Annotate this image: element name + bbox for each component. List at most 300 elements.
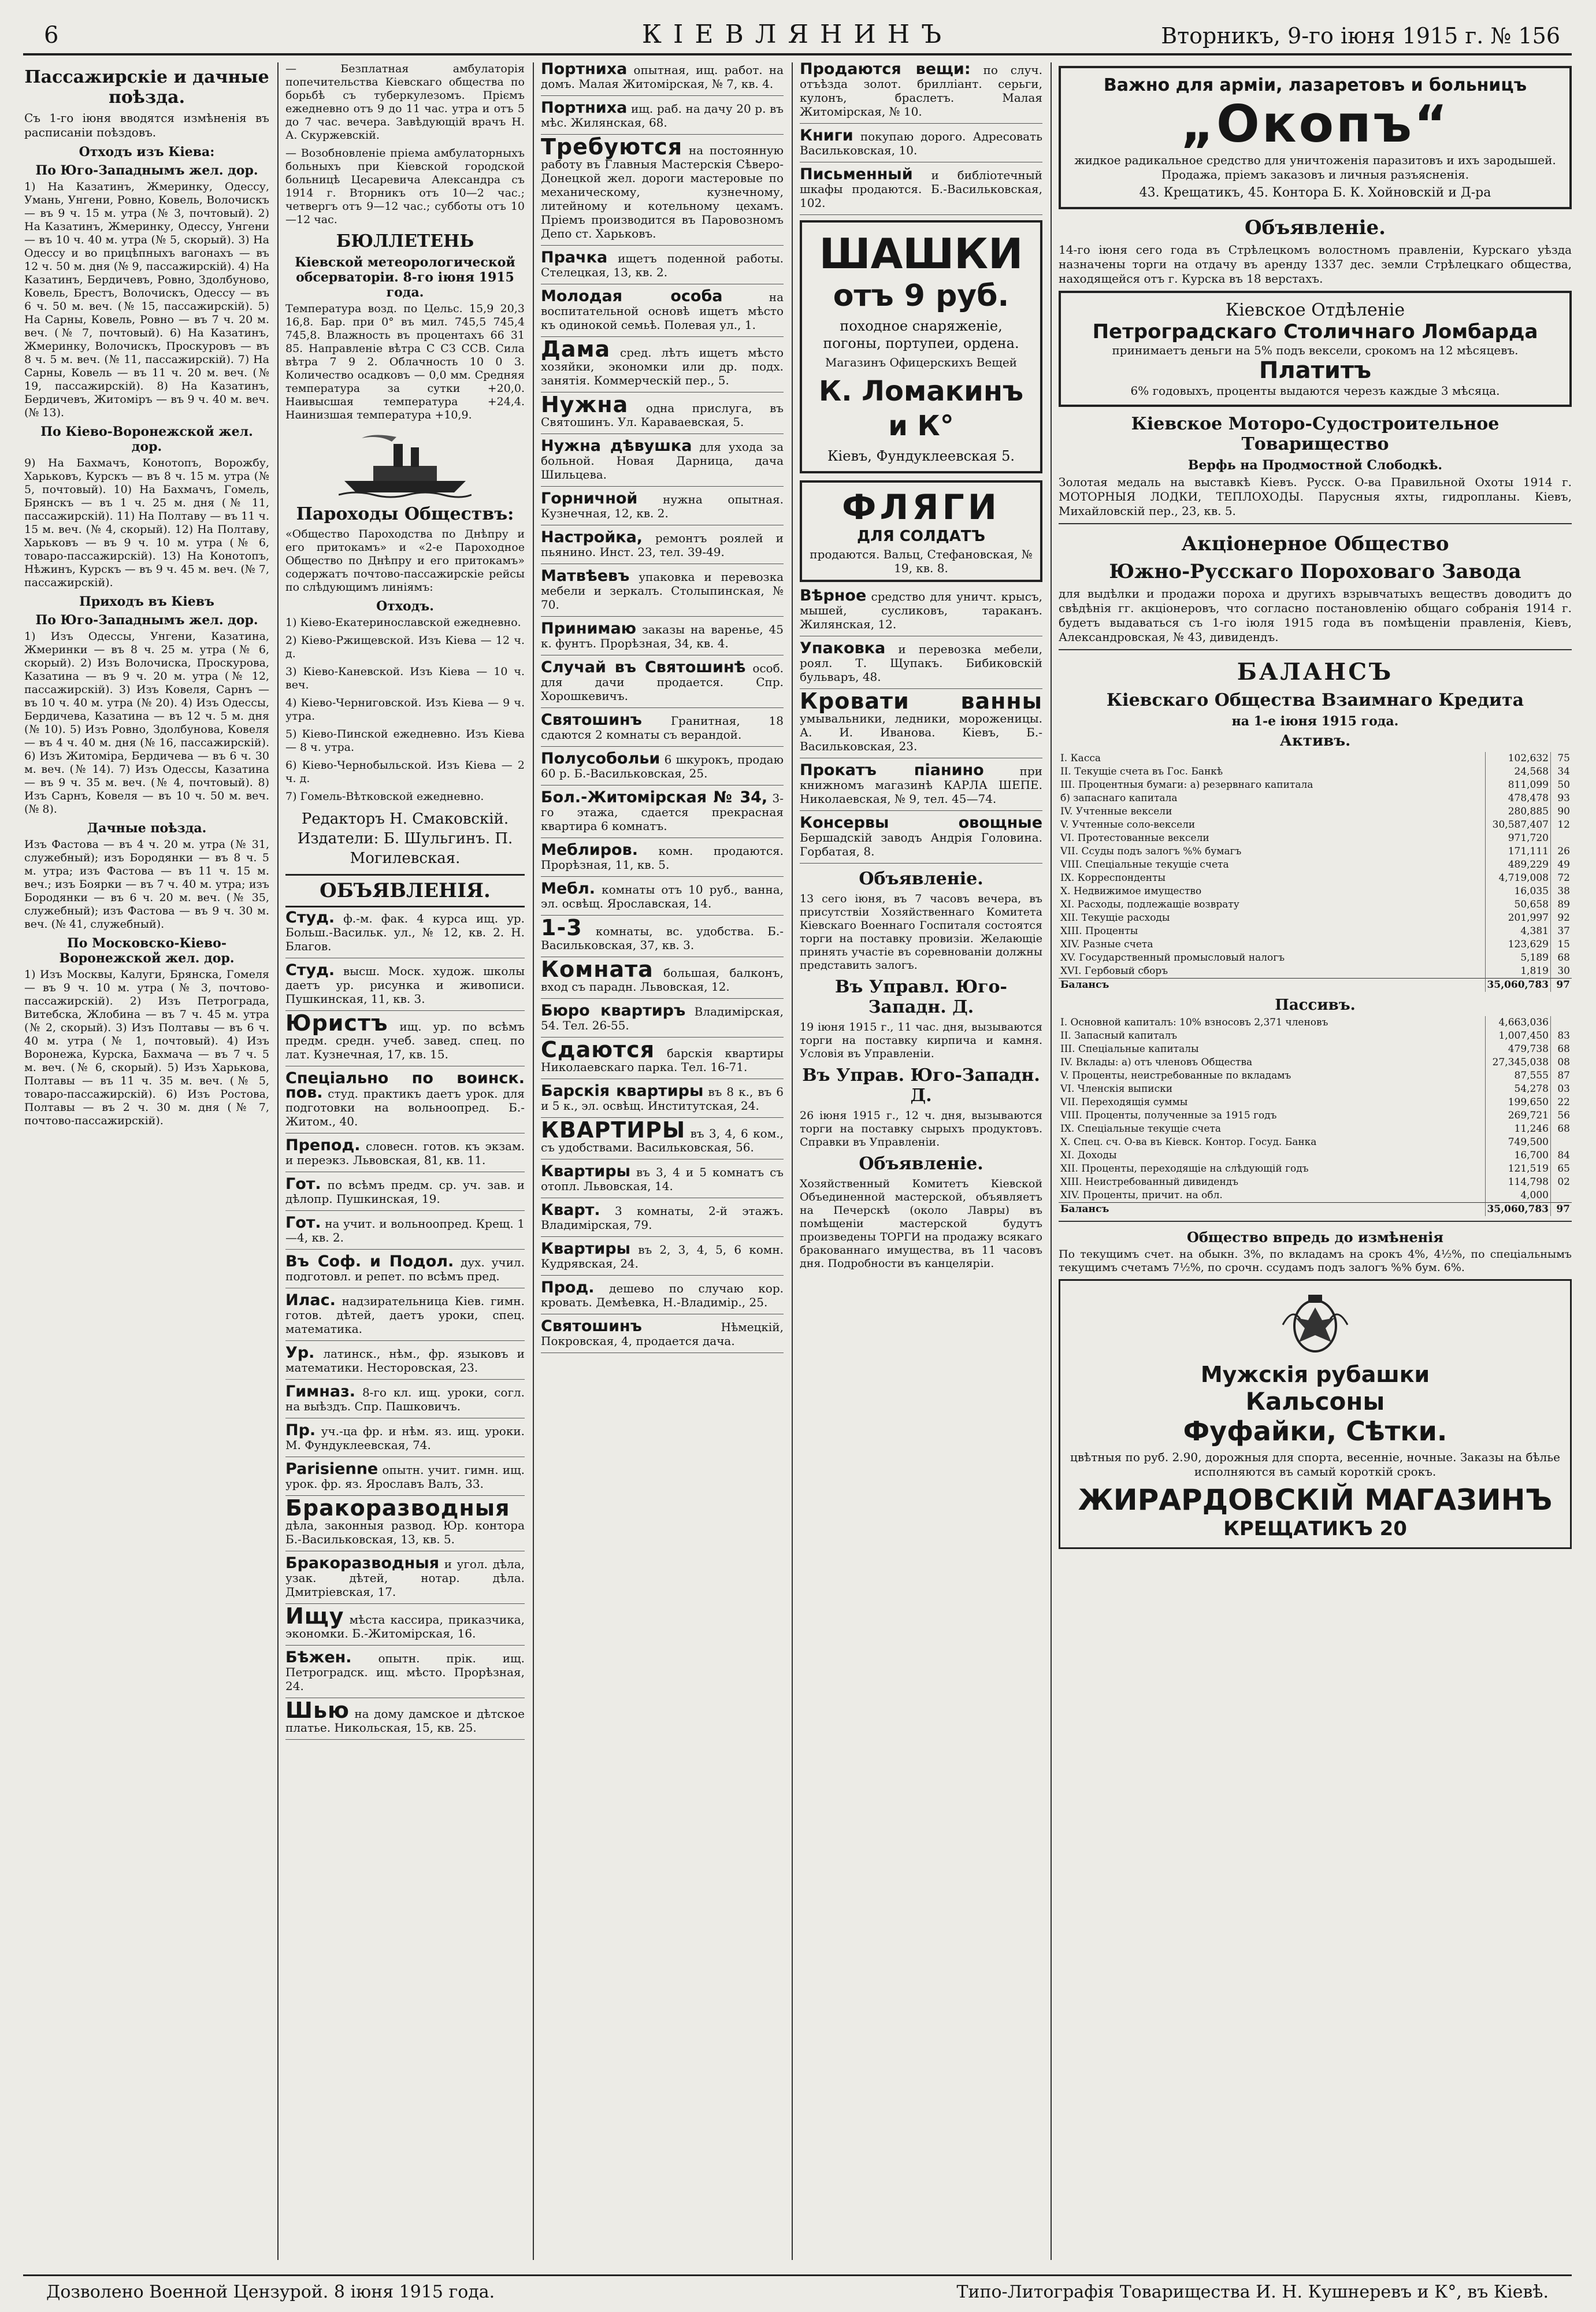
ad-keyword: Спеціально по воинск. пов. (285, 1069, 525, 1102)
ad-keyword: Ищу (285, 1603, 344, 1629)
notice-title: Объявленіе. (1245, 216, 1386, 239)
classified-ad (541, 1203, 784, 1237)
balance-rubles: 27,345,038 (1485, 1056, 1550, 1069)
balance-kopecks: 50 (1551, 779, 1572, 792)
ad-keyword: Юристъ (285, 1010, 388, 1036)
shirts-line2: Кальсоны (1245, 1387, 1385, 1416)
balance-kopecks: 08 (1551, 1056, 1572, 1069)
balance-rubles: 171,111 (1485, 845, 1550, 858)
balance-rubles: 4,000 (1485, 1189, 1550, 1203)
balance-item: XI. Доходы (1060, 1150, 1117, 1161)
schedule-text: 1) Изъ Москвы, Калуги, Брянска, Гомеля — въ 9 ч. 10 м. утра (№ 3, почтово-пассажирскій). 2) Изъ Петрограда, Витебска, Жлобина — въ 7 ч. 45 м. утра (№ 2, скорый). 3) Изъ Полтавы — въ 6 ч. 40 м. утра (№ 1, почтовый). 4) Изъ Воронежа, Курска, Бахмача — въ 7 ч. 5 м. веч. (№ 6, скорый). 5) Изъ Харькова, Полтавы — въ 11 ч. 35 м. веч. (№ 5, товаро-пассажирскій). 6) Изъ Ростова, Полтавы — въ 2 ч. 30 м. дня (№ 7, почтово-пассажирскій). (24, 968, 269, 1127)
notice-text: 14-го іюня сего года въ Стрѣлецкомъ волостномъ правленіи, Курскаго уѣзда назначены торги на отдачу въ аренду 1337 дес. земли Стрѣлецкаго общества, находящейся отъ г. Курска въ 18 верстахъ. (1059, 243, 1572, 286)
classified-ad (285, 1346, 525, 1380)
column-rule (792, 62, 793, 2260)
ad-keyword: Нужна дѣвушка (541, 437, 692, 455)
ad-text: и библіотечный шкафы продаются. Б.-Васильковская, 102. (800, 168, 1042, 210)
balance-row (1059, 1016, 1572, 1029)
balance-kopecks: 72 (1551, 872, 1572, 885)
classified-ad (541, 287, 784, 337)
ad-keyword: Илас. (285, 1291, 336, 1309)
schedule-text: 9) На Бахмачъ, Конотопъ, Ворожбу, Харьковъ, Курскъ — въ 8 ч. 15 м. утра (№ 5, почтовый). 10) На Бахмачъ, Гомель, Брянскъ — въ 1 ч. 25 м. дня (№ 11, пассажирскій). 11) На Полтаву — въ 11 ч. 15 м. веч. (№ 4, скорый). 12) На Полтаву, Харьковъ — въ 9 ч. 10 м. утра (№ 6, товаро-пассажирскій). 13) На Конотопъ, Нѣжинъ, Курскъ — въ 9 ч. 45 м. веч. (№ 7, пассажирскій). (24, 457, 269, 589)
passiv-table (1059, 1016, 1572, 1216)
balance-row (1059, 938, 1572, 951)
notice-title: Объявленіе. (859, 869, 983, 889)
balance-kopecks: 68 (1551, 1122, 1572, 1136)
ad-keyword: 1-3 (541, 915, 582, 940)
classified-ad (541, 1037, 784, 1079)
okop-headline: Важно для арміи, лазаретовъ и больницъ (1103, 75, 1527, 95)
notice-text: 13 сего іюня, въ 7 часовъ вечера, въ присутствіи Хозяйственнаго Комитета Кіевскаго Военнаго Госпиталя состоятся торги на поставку провизіи. Желающіе принять участіе въ соревнованіи должны представить залогъ. (800, 892, 1042, 972)
balance-row (1059, 779, 1572, 792)
subsection-title: Дачные поѣзда. (87, 821, 207, 836)
balance-item: X. Спец. сч. О-ва въ Кіевск. Контор. Госуд. Банка (1060, 1136, 1317, 1148)
balance-item: V. Учтенные соло-вексели (1060, 819, 1196, 831)
powder-ad (1059, 523, 1572, 644)
ad-text: въ 3, 4 и 5 комнатъ съ отопл. Львовская, 14. (541, 1165, 784, 1193)
notice-title: Въ Управл. Юго-Западн. Д. (835, 977, 1007, 1017)
classified-ad (541, 788, 784, 838)
classified-ad (285, 911, 525, 958)
balance-rubles: 4,663,036 (1485, 1016, 1550, 1029)
ad-keyword: Сдаются (541, 1037, 655, 1062)
ads-section-title: ОБЪЯВЛЕНІЯ. (285, 874, 525, 907)
ad-text: большая, балконъ, вход съ парадн. Львовская, 12. (541, 966, 784, 994)
ad-text: на воспитательной основѣ ищетъ мѣсто къ одинокой семьѣ. Полевая ул., 1. (541, 290, 784, 332)
censor-note: Дозволено Военной Цензурой. 8 іюня 1915 года. (46, 2282, 495, 2302)
ad-text: для ухода за больной. Новая Дарница, дача Шильцева. (541, 440, 784, 481)
classified-ad (541, 882, 784, 916)
subsection-title: По Юго-Западнымъ жел. дор. (35, 163, 258, 178)
balance-rubles: 201,997 (1485, 912, 1550, 925)
subsection-title: По Кіево-Воронежской жел. дор. (40, 424, 253, 454)
balance-kopecks: 65 (1551, 1162, 1572, 1176)
ad-text: при книжномъ магазинѣ КАРЛА ШЕПЕ. Николаевская, № 9, тел. 45—74. (800, 764, 1042, 806)
balance-row (1059, 1096, 1572, 1109)
balance-item: III. Процентныя бумаги: а) резервнаго капитала (1060, 779, 1313, 791)
ad-keyword: Бюро квартиръ (541, 1002, 686, 1020)
rates-text: По текущимъ счет. на обыкн. 3%, по вкладамъ на срокъ 4%, 4½%, по спеціальнымъ текущимъ счетамъ 7½%, по срочн. ссудамъ подъ залогъ %% бум. 6%. (1059, 1248, 1572, 1274)
balance-item: V. Проценты, неистребованные по вкладамъ (1060, 1070, 1291, 1081)
balance-item: XII. Текущіе расходы (1060, 912, 1170, 924)
passiv-label: Пассивъ. (1275, 996, 1356, 1014)
ad-text: Бершадскій заводъ Андрія Головина. Горбатая, 8. (800, 831, 1042, 858)
lombard-line: Кіевское Отдѣленіе (1225, 300, 1405, 320)
ad-text: нужна опытная. Кузнечная, 12, кв. 2. (541, 492, 784, 520)
notice-text: Хозяйственный Комитетъ Кіевской Объединенной мастерской, объявляетъ на Печерскѣ (около Лавры) въ помѣщеніи мастерской будутъ произведены ТОРГИ на продажу всякаго бракованнаго имущества, въ 11 часовъ дня. Подробности въ канцеляріи. (800, 1177, 1042, 1270)
aktiv-table (1059, 752, 1572, 992)
ad-keyword: Горничной (541, 490, 638, 507)
classified-ad (285, 1385, 525, 1418)
classified-ad (285, 961, 525, 1011)
balance-kopecks: 26 (1551, 845, 1572, 858)
classified-ad (285, 1010, 525, 1066)
balance-row (1059, 1043, 1572, 1056)
notice-title: Въ Управ. Юго-Западн. Д. (802, 1065, 1040, 1106)
classified-ad (285, 1255, 525, 1288)
ad-text: заказы на варенье, 45 к. фунтъ. Прорѣзная, 34, кв. 4. (541, 623, 784, 650)
balance-kopecks: 49 (1551, 858, 1572, 872)
ad-keyword: Прокатъ піанино (800, 761, 984, 779)
balance-rubles: 11,246 (1485, 1122, 1550, 1136)
ad-keyword: Нужна (541, 392, 629, 417)
ad-text: дух. учил. подготовл. и репет. по всѣмъ пред. (285, 1255, 525, 1283)
ad-text: 8-го кл. ищ. уроки, согл. на выѣздъ. Спр. Пашковичъ. (285, 1385, 525, 1413)
balance-rubles: 811,099 (1485, 779, 1550, 792)
editor-block (285, 809, 525, 868)
classified-ad (541, 392, 784, 434)
ad-text: опытн. прік. ищ. Петроградск. ищ. мѣсто. Прорѣзная, 24. (285, 1651, 525, 1693)
classified-ad (285, 1421, 525, 1457)
balance-row (1059, 832, 1572, 845)
classified-ad (800, 62, 1042, 124)
ad-keyword: Квартиры (541, 1240, 631, 1258)
classified-ad (541, 439, 784, 487)
balance-subtitle: Кіевскаго Общества Взаимнаго Кредита (1106, 690, 1524, 710)
ad-keyword: Шью (285, 1698, 350, 1723)
ad-keyword: Гот. (285, 1175, 321, 1193)
balance-item: I. Касса (1060, 753, 1101, 764)
balance-row (1059, 965, 1572, 979)
column-display-ads (800, 62, 1042, 2260)
powder-company-name: Южно-Русскаго Пороховаго Завода (1109, 560, 1521, 583)
ad-keyword: Портниха (541, 99, 628, 117)
ad-text: высш. Моск. худож. школы даетъ ур. рисунка и живописи. Пушкинская, 11, кв. 3. (285, 964, 525, 1006)
lombard-text: принимаетъ деньги на 5% подъ вексели, срокомъ на 12 мѣсяцевъ. (1112, 343, 1519, 357)
balance-kopecks: 75 (1551, 752, 1572, 765)
shop-address: КРЕЩАТИКЪ 20 (1223, 1517, 1407, 1540)
publisher-label: Издатели: (297, 830, 379, 847)
steamship-subtitle: «Общество Пароходства по Днѣпру и его притокамъ» и «2-е Пароходное Общество по Днѣпру и его притокамъ» содержатъ почтово-пассажирскіе рейсы по слѣдующимъ линіямъ: (285, 528, 525, 594)
balance-kopecks: 03 (1551, 1083, 1572, 1096)
balance-row (1059, 752, 1572, 765)
notice-text: — Возобновленіе пріема амбулаторныхъ больныхъ при Кіевской городской больницѣ Цесаревича Александра съ 1914 г. Вторникъ отъ 10—2 час.; четвергъ отъ 9—12 час.; субботы отъ 10—12 час. (285, 147, 525, 226)
notice-title: Объявленіе. (859, 1154, 983, 1174)
balance-item: II. Запасный капиталъ (1060, 1030, 1178, 1042)
balance-item: XV. Государственный промысловый налогъ (1060, 952, 1285, 964)
balance-item: VI. Протестованные вексели (1060, 832, 1209, 844)
sabres-ad-box (800, 220, 1042, 473)
ad-keyword: Принимаю (541, 620, 636, 638)
classified-ad (541, 957, 784, 999)
balance-total-cell: 35,060,783 (1485, 1203, 1550, 1217)
classified-ad (285, 1648, 525, 1698)
classified-ad (800, 165, 1042, 215)
balance-kopecks: 83 (1551, 1029, 1572, 1043)
ad-text: опытная, ищ. работ. на домъ. Малая Житомірская, № 7, кв. 4. (541, 63, 784, 91)
ad-keyword: Требуются (541, 134, 683, 160)
shop-name: ЖИРАРДОВСКІЙ МАГАЗИНЪ (1078, 1483, 1553, 1517)
balance-kopecks: 22 (1551, 1096, 1572, 1109)
lombard-name: Петроградскаго Столичнаго Ломбарда (1092, 320, 1538, 343)
balance-date: на 1-е іюня 1915 года. (1231, 714, 1399, 729)
balance-kopecks: 37 (1551, 925, 1572, 938)
editor-label: Редакторъ (301, 810, 385, 828)
balance-item: IV. Учтенные вексели (1060, 806, 1172, 817)
classified-ad (541, 658, 784, 708)
classified-ad (541, 528, 784, 564)
ad-text: по случ. отъѣзда золот. брилліант. серьги, кулонъ, браслетъ. Малая Житомірская, № 10. (800, 63, 1042, 118)
ad-keyword: Случай въ Святошинѣ (541, 658, 746, 676)
ad-text: средство для уничт. крысъ, мышей, сусликовъ, тараканъ. Жилянская, 12. (800, 590, 1042, 631)
ad-text: особ. для дачи продается. Спр. Хорошкевичъ. (541, 661, 784, 703)
classified-ad (541, 101, 784, 135)
ad-keyword: Бракоразводныя (285, 1495, 510, 1521)
balance-row (1059, 845, 1572, 858)
subsection-title: Отходъ изъ Кіева: (79, 144, 215, 160)
balance-rubles: 478,478 (1485, 792, 1550, 805)
balance-rubles: 971,720 (1485, 832, 1550, 845)
ad-text: Гранитная, 18 сдаются 2 комнаты съ верандой. (541, 714, 784, 742)
balance-row (1059, 925, 1572, 938)
schedule-text: Изъ Фастова — въ 4 ч. 20 м. утра (№ 31, служебный); изъ Бородянки — въ 8 ч. 5 м. утра; изъ Фастова — въ 11 ч. 15 м. веч.; изъ Боярки — въ 7 ч. 40 м. утра; изъ Бородянки — въ 6 ч. 20 м. веч. (№ 35, служебный); изъ Фастова — въ 9 ч. 30 м. веч. (№ 41, служебный). (24, 838, 269, 931)
ad-keyword: Пр. (285, 1421, 316, 1439)
classified-ad (800, 129, 1042, 162)
classified-ad (285, 1554, 525, 1604)
balance-rubles: 280,885 (1485, 805, 1550, 818)
ad-keyword: Бракоразводныя (285, 1554, 440, 1572)
steamship-title: Пароходы Обществъ: (296, 504, 514, 524)
classified-ad (541, 752, 784, 786)
ad-keyword: Полусобольи (541, 750, 660, 768)
balance-rubles: 479,738 (1485, 1043, 1550, 1056)
classified-ad (285, 1136, 525, 1172)
balance-rubles: 4,381 (1485, 925, 1550, 938)
ad-text: по всѣмъ предм. ср. уч. зав. и дѣлопр. Пушкинская, 19. (285, 1178, 525, 1206)
ad-text: мѣста кассира, приказчика, экономки. Б.-Житомірская, 16. (285, 1613, 525, 1640)
ad-keyword: Parisienne (285, 1460, 378, 1478)
classified-ad (541, 1281, 784, 1314)
balance-kopecks (1551, 1136, 1572, 1149)
subsection-title: По Юго-Западнымъ жел. дор. (35, 613, 258, 628)
ad-keyword: Портниха (541, 62, 628, 78)
ad-text: опытн. учит. гимн. ищ. урок. фр. яз. Ярославъ Валъ, 33. (285, 1463, 525, 1491)
balance-rubles: 5,189 (1485, 951, 1550, 965)
balance-rubles: 54,278 (1485, 1083, 1550, 1096)
ad-text: въ 3, 4, 6 ком., съ удобствами. Васильковская, 56. (541, 1127, 784, 1154)
balance-item: б) запаснаго капитала (1060, 792, 1178, 804)
ad-text: на учит. и вольноопред. Крещ. 1—4, кв. 2. (285, 1217, 525, 1244)
ad-keyword: Прод. (541, 1279, 595, 1296)
balance-kopecks: 90 (1551, 805, 1572, 818)
publisher-names: Б. Шульгинъ. П. Могилевская. (350, 830, 513, 867)
motor-subtitle: Верфь на Продмостной Слободкѣ. (1187, 458, 1443, 473)
ad-keyword: Святошинъ (541, 711, 642, 729)
notice-text: 19 іюня 1915 г., 11 час. дня, вызываются торги на поставку кирпича и камня. Условія въ Управленіи. (800, 1021, 1042, 1060)
balance-kopecks: 87 (1551, 1069, 1572, 1083)
lombard-rate: 6% годовыхъ, проценты выдаются черезъ каждые 3 мѣсяца. (1130, 384, 1500, 398)
column-rule (1051, 62, 1052, 2260)
balance-kopecks (1551, 1189, 1572, 1203)
balance-kopecks: 89 (1551, 898, 1572, 912)
steamship-line: 5) Кіево-Пинской ежедневно. Изъ Кіева — 8 ч. утра. (285, 728, 525, 754)
balance-item: VI. Членскія выписки (1060, 1083, 1173, 1095)
section-title: Пассажирскіе и дачные поѣзда. (24, 67, 269, 108)
ad-keyword: Бол.-Житомірская № 34, (541, 788, 768, 806)
ad-keyword: Святошинъ (541, 1317, 642, 1335)
ad-keyword: Студ. (285, 909, 335, 927)
classified-ad (800, 639, 1042, 689)
flasks-title: ФЛЯГИ (842, 487, 1000, 528)
balance-row (1059, 1056, 1572, 1069)
ad-keyword: Ур. (285, 1344, 315, 1362)
classified-ad (541, 1162, 784, 1198)
page-header (23, 13, 1572, 55)
ad-text: уч.-ца фр. и нѣм. яз. ищ. уроки. М. Фундуклеевская, 74. (285, 1424, 525, 1452)
ad-keyword: Консервы овощные (800, 814, 1042, 832)
balance-item: XIII. Проценты (1060, 925, 1138, 937)
sabres-text: походное снаряженіе, погоны, портупеи, ордена. (823, 318, 1019, 351)
classified-ad (541, 1084, 784, 1118)
balance-item: XIV. Разные счета (1060, 939, 1153, 950)
column-rule (533, 62, 534, 2260)
sabres-shop-name: К. Ломакинъ и К° (818, 375, 1024, 442)
ad-keyword: Гимназ. (285, 1383, 356, 1400)
okop-name: „Окопъ“ (1181, 94, 1450, 154)
classified-ad (800, 761, 1042, 811)
balance-item: VII. Переходящія суммы (1060, 1096, 1188, 1108)
balance-row (1059, 1136, 1572, 1149)
aktiv-label: Активъ. (1279, 732, 1351, 750)
column-rule (277, 62, 279, 2260)
classified-ad (285, 1698, 525, 1740)
editor-name: Н. Смаковскій. (389, 810, 509, 828)
classified-ad (541, 134, 784, 246)
ad-keyword: Дама (541, 336, 611, 362)
ad-text: упаковка и перевозка мебели и зеркалъ. Столыпинская, № 70. (541, 570, 784, 612)
classified-ad (541, 492, 784, 525)
balance-item: III. Спеціальные капиталы (1060, 1043, 1199, 1055)
balance-row (1059, 858, 1572, 872)
balance-rubles: 16,700 (1485, 1149, 1550, 1162)
balance-item: X. Недвижимое имущество (1060, 885, 1202, 897)
balance-item: IX. Спеціальные текущіе счета (1060, 1123, 1222, 1135)
subsection-title: По Московско-Кіево-Воронежской жел. дор. (59, 936, 235, 966)
balance-kopecks: 68 (1551, 1043, 1572, 1056)
balance-rubles: 102,632 (1485, 752, 1550, 765)
balance-rubles: 269,721 (1485, 1109, 1550, 1122)
balance-row (1059, 1083, 1572, 1096)
page-footer (23, 2274, 1572, 2305)
ad-keyword: КВАРТИРЫ (541, 1117, 686, 1143)
printer-note: Типо-Литографія Товарищества И. Н. Кушнеревъ и К°, въ Кіевѣ. (956, 2282, 1549, 2302)
balance-rubles: 16,035 (1485, 885, 1550, 898)
balance-total-cell: Балансъ (1059, 979, 1485, 992)
ad-text: Нѣмецкій, Покровская, 4, продается дача. (541, 1320, 784, 1348)
balance-row (1059, 885, 1572, 898)
ad-text: комн. продаются. Прорѣзная, 11, кв. 5. (541, 844, 784, 872)
classified-ad (541, 1242, 784, 1276)
balance-rubles: 114,798 (1485, 1176, 1550, 1189)
ad-text: словесн. готов. къ экзам. и переэкз. Львовская, 81, кв. 11. (285, 1139, 525, 1167)
ad-keyword: Студ. (285, 961, 335, 979)
ad-keyword: Барскія квартиры (541, 1082, 704, 1100)
balance-rubles: 30,587,407 (1485, 818, 1550, 832)
schedule-text: 1) Изъ Одессы, Унгени, Казатина, Жмеринки — въ 8 ч. 25 м. утра (№ 6, скорый). 2) Изъ Волочиска, Проскурова, Казатина — въ 9 ч. 20 м. утра (№ 12, пассажирскій). 3) Изъ Ковеля, Сарнъ — въ 10 ч. 40 м. утра (№ 20). 4) Изъ Одессы, Бердичева, Казатина — въ 12 ч. 5 м. дня (№ 10). 5) Изъ Ровно, Здолбунова, Ковеля — въ 4 ч. 40 м. дня (№ 16, пассажирскій). 6) Изъ Житоміра, Бердичева — въ 6 ч. 30 м. веч. (№ 14). 7) Изъ Одессы, Казатина — въ 9 ч. 35 м. веч. (№ 4, почтовый). 8) Изъ Сарнъ, Ковеля — въ 10 ч. 50 м. веч. (№ 8). (24, 630, 269, 816)
ad-text: и угол. дѣла, узак. дѣтей, нотар. дѣла. Дмитріевская, 17. (285, 1557, 525, 1599)
steamship-line: 4) Кіево-Черниговской. Изъ Кіева — 9 ч. утра. (285, 696, 525, 722)
balance-rubles: 1,819 (1485, 965, 1550, 979)
notice-text: — Безплатная амбулаторія попечительства Кіевскаго общества по борьбѣ съ туберкулезомъ. Пріємъ ежедневно отъ 9 до 11 час. утра и отъ 5 до 7 час. вечера. Завѣдующій врачъ Н. А. Скуржевскій. (285, 62, 525, 142)
balance-total-cell: 97 (1551, 1203, 1572, 1217)
classified-ad (541, 713, 784, 747)
balance-kopecks: 34 (1551, 765, 1572, 779)
classified-ad (800, 589, 1042, 636)
ad-text: на дому дамское и дѣтское платье. Никольская, 15, кв. 25. (285, 1707, 525, 1735)
balance-kopecks: 30 (1551, 965, 1572, 979)
balance-item: XI. Расходы, подлежащіе возврату (1060, 899, 1239, 910)
classified-ad (285, 1069, 525, 1133)
balance-total-cell: 97 (1551, 979, 1572, 992)
classified-ad (285, 1216, 525, 1250)
balance-row (1059, 818, 1572, 832)
ad-text: дѣла, законныя развод. Юр. контора Б.-Васильковская, 13, кв. 5. (285, 1518, 525, 1546)
ad-text: на постоянную работу въ Главныя Мастерскія Сѣверо-Донецкой жел. дороги мастеровые по механическому, кузнечному, литейному и котельному цехамъ. Пріемъ производится въ Паровозномъ Депо ст. Харьковъ. (541, 143, 784, 240)
lombard-pays: Платитъ (1259, 357, 1372, 384)
okop-description: жидкое радикальное средство для уничтоженія паразитовъ и ихъ зародышей. Продажа, пріемъ заказовъ и личныя разъясненія. (1074, 153, 1556, 181)
rates-block (1059, 1221, 1572, 1274)
ad-text: 6 шкурокъ, продаю 60 р. Б.-Васильковская, 25. (541, 753, 784, 780)
balance-rubles: 4,719,008 (1485, 872, 1550, 885)
classified-ad (541, 1117, 784, 1159)
ad-text: покупаю дорого. Адресовать Васильковская, 10. (800, 129, 1042, 157)
balance-kopecks: 84 (1551, 1149, 1572, 1162)
balance-row (1059, 872, 1572, 885)
ad-text: и перевозка мебели, роял. Т. Щупакъ. Бибиковскій бульваръ, 48. (800, 642, 1042, 684)
shirts-text: цвѣтныя по руб. 2.90, дорожныя для спорта, весенніе, ночные. Заказы на бѣлье исполняются въ самый короткій срокъ. (1070, 1450, 1560, 1479)
classified-ad (285, 1291, 525, 1341)
classified-ad (800, 688, 1042, 758)
ad-keyword: Комната (541, 957, 654, 982)
balance-kopecks: 15 (1551, 938, 1572, 951)
balance-item: I. Основной капиталъ: 10% взносовъ 2,371 членовъ (1060, 1017, 1328, 1028)
balance-item: XVI. Гербовый сборъ (1060, 965, 1168, 977)
steamship-line: 6) Кіево-Чернобыльской. Изъ Кіева — 2 ч. д. (285, 759, 525, 785)
balance-sheet (1059, 649, 1572, 1216)
ad-text: ищ. раб. на дачу 20 р. въ мѣс. Жилянская, 68. (541, 102, 784, 129)
ad-text: комнаты, вс. удобства. Б.-Васильковская, 37, кв. 3. (541, 924, 784, 952)
bulletin-title: БЮЛЛЕТЕНЬ (336, 231, 474, 251)
ad-keyword: Книги (800, 127, 853, 144)
balance-row (1059, 805, 1572, 818)
steamship-line: 3) Кіево-Каневской. Изъ Кіева — 10 ч. веч. (285, 665, 525, 691)
steamship-departure: Отходъ. (376, 599, 434, 614)
ad-keyword: Продаются вещи: (800, 62, 971, 78)
ad-keyword: Кварт. (541, 1201, 600, 1219)
shirts-ad-box (1059, 1279, 1572, 1549)
ad-keyword: Матвѣевъ (541, 567, 630, 585)
classified-ad (541, 251, 784, 284)
ad-keyword: Кровати ванны (800, 688, 1042, 714)
classified-ad (541, 843, 784, 877)
ad-keyword: Препод. (285, 1136, 361, 1154)
classified-ad (541, 1317, 784, 1353)
ad-text: одна прислуга, въ Святошинъ. Ул. Караваевская, 5. (541, 401, 784, 429)
classified-ad (285, 1495, 525, 1551)
ad-text: комнаты отъ 10 руб., ванна, эл. освѣщ. Ярославская, 14. (541, 883, 784, 910)
notice-text: 26 іюня 1915 г., 12 ч. дня, вызываются торги на поставку сырыхъ продуктовъ. Справки въ Управленіи. (800, 1109, 1042, 1148)
balance-rubles: 121,519 (1485, 1162, 1550, 1176)
ad-text: Владимірская, 54. Тел. 26-55. (541, 1005, 784, 1032)
intro-text: Съ 1-го іюня вводятся измѣненія въ расписаніи поѣздовъ. (24, 111, 269, 139)
balance-row (1059, 912, 1572, 925)
powder-text: для выдѣлки и продажи пороха и другихъ взрывчатыхъ веществъ доводитъ до свѣдѣнія гг. акціонеровъ, что согласно постановленію общаго собранія 1914 г. будетъ выдаваться съ 1-го іюля 1915 года въ помѣщеніи правленія, Кіевъ, Александровская, № 43, дивидендъ. (1059, 587, 1572, 644)
balance-row (1059, 1109, 1572, 1122)
flasks-ad-box (800, 480, 1042, 582)
balance-total-row (1059, 1203, 1572, 1217)
issue-date: Вторникъ, 9-го іюня 1915 г. № 156 (1161, 23, 1560, 49)
balance-item: XIII. Неистребованный дивидендъ (1060, 1176, 1239, 1188)
